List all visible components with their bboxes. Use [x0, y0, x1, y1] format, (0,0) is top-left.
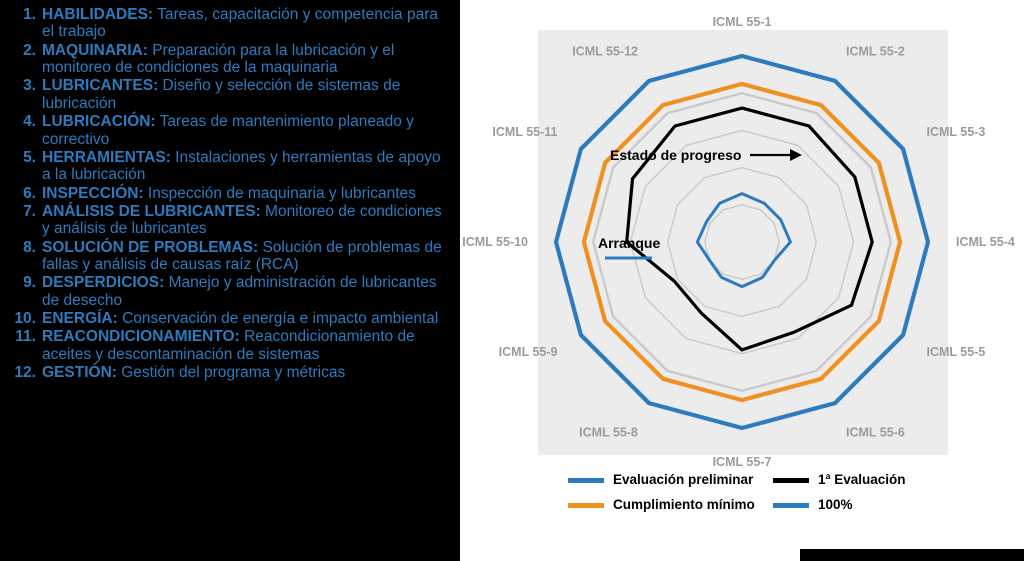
- list-item-term: REACONDICIONAMIENTO:: [42, 328, 240, 346]
- legend-row: [568, 497, 1018, 512]
- list-item-description: Gestión del programa y métricas: [116, 364, 346, 382]
- list-item: [6, 6, 452, 41]
- radar-axis-label: ICML 55-10: [462, 235, 528, 249]
- list-item-term: DESPERDICIOS:: [42, 274, 165, 292]
- radar-axis-label: ICML 55-5: [926, 345, 986, 359]
- list-item: [6, 239, 452, 274]
- annotation-arranque: Arranque: [598, 235, 661, 251]
- radar-axis-label: ICML 55-8: [579, 425, 638, 440]
- legend-label: Cumplimiento mínimo: [613, 497, 755, 513]
- list-item: [6, 77, 452, 112]
- list-item-number: 12.: [14, 364, 36, 382]
- list-item-number: 3.: [23, 77, 36, 95]
- radar-axis-label: ICML 55-12: [572, 44, 638, 59]
- radar-axis-label: ICML 55-4: [956, 235, 1015, 249]
- legend-item-cumplimiento-minimo: [568, 497, 773, 512]
- radar-axis-label: ICML 55-7: [712, 455, 772, 469]
- radar-chart-panel: [460, 0, 1024, 561]
- list-item-term: MAQUINARIA:: [42, 41, 148, 59]
- list-item-number: 7.: [23, 202, 36, 220]
- list-item-description: Conservación de energía e impacto ambiental: [117, 310, 439, 328]
- list-item: [6, 274, 452, 309]
- list-item-term: LUBRICACIÓN:: [42, 113, 156, 131]
- list-item-term: SOLUCIÓN DE PROBLEMAS:: [42, 238, 259, 256]
- radar-axis-label: ICML 55-2: [846, 44, 905, 59]
- radar-axis-label: ICML 55-6: [846, 425, 905, 440]
- legend-swatch: [773, 503, 809, 508]
- list-item-description: Instalaciones y herramientas de apoyo a la lubricación: [42, 148, 441, 184]
- list-item-number: 10.: [14, 310, 36, 328]
- legend-swatch: [568, 478, 604, 483]
- annotation-estado-de-progreso: Estado de progreso: [610, 147, 742, 163]
- list-item-number: 11.: [15, 328, 36, 346]
- list-item-number: 8.: [23, 238, 36, 256]
- list-item-number: 5.: [23, 148, 36, 166]
- list-item-description: Preparación para la lubricación y el monitoreo de condiciones de la maquinaria: [42, 41, 395, 77]
- legend-item-primera-evaluacion: [773, 472, 906, 487]
- list-item-description: Tareas de mantenimiento planeado y correctivo: [42, 113, 414, 148]
- list-item-number: 1.: [23, 6, 36, 23]
- legend-swatch: [568, 503, 604, 508]
- radar-axis-label: ICML 55-11: [492, 125, 558, 139]
- competency-list-panel: [0, 0, 460, 561]
- list-item-term: GESTIÓN:: [42, 364, 117, 382]
- list-item-description: Manejo y administración de lubricantes de desecho: [42, 274, 437, 309]
- legend-label: 1ª Evaluación: [818, 472, 906, 487]
- list-item-number: 6.: [23, 184, 36, 202]
- list-item-number: 4.: [23, 113, 36, 131]
- radar-axis-label: ICML 55-9: [498, 345, 558, 359]
- list-item: [6, 203, 452, 238]
- list-item-description: Solución de problemas de fallas y análisis de causas raíz (RCA): [42, 238, 442, 274]
- list-item: [6, 310, 452, 327]
- left-bottom-black-strip: [0, 549, 460, 561]
- list-item-term: LUBRICANTES:: [42, 77, 159, 95]
- list-item: [6, 42, 452, 77]
- list-item-description: Tareas, capacitación y competencia para el trabajo: [42, 6, 438, 41]
- legend-row: [568, 472, 1018, 487]
- chart-legend: [568, 472, 1018, 552]
- legend-item-evaluacion-preliminar: [568, 472, 773, 487]
- list-item-term: ANÁLISIS DE LUBRICANTES:: [42, 202, 261, 220]
- competency-list: [6, 6, 452, 382]
- list-item-description: Inspección de maquinaria y lubricantes: [143, 184, 416, 202]
- legend-label: 100%: [818, 497, 853, 513]
- radar-axis-label: ICML 55-3: [926, 125, 986, 139]
- bottom-black-strip: [800, 549, 1024, 561]
- list-item: [6, 328, 452, 363]
- list-item: [6, 149, 452, 184]
- list-item-term: ENERGÍA:: [42, 310, 118, 328]
- list-item-number: 9.: [23, 274, 36, 292]
- list-item: [6, 113, 452, 148]
- list-item-description: Monitoreo de condiciones y análisis de lubricantes: [42, 202, 442, 238]
- legend-swatch: [773, 478, 809, 483]
- legend-item-cien-por-ciento: [773, 497, 853, 512]
- list-item: [6, 364, 452, 381]
- list-item-description: Diseño y selección de sistemas de lubricación: [42, 77, 401, 112]
- list-item: [6, 185, 452, 202]
- list-item-number: 2.: [23, 41, 36, 59]
- list-item-term: HABILIDADES:: [42, 6, 154, 23]
- list-item-term: INSPECCIÓN:: [42, 184, 144, 202]
- legend-label: Evaluación preliminar: [613, 472, 754, 487]
- list-item-term: HERRAMIENTAS:: [42, 148, 171, 166]
- list-item-description: Reacondicionamiento de aceites y descontaminación de sistemas: [42, 328, 415, 363]
- radar-axis-label: ICML 55-1: [712, 15, 772, 29]
